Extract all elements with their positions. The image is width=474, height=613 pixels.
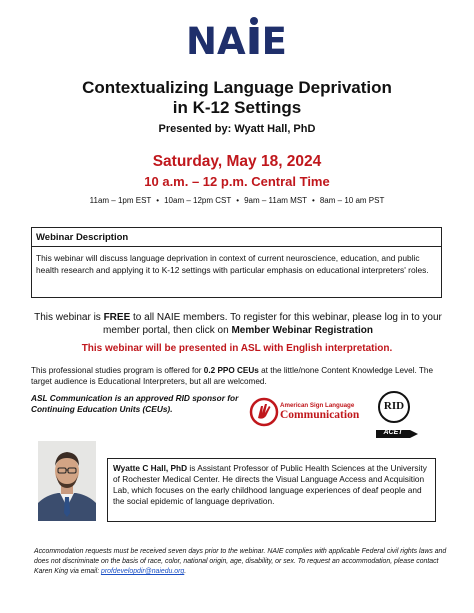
asl-logo-line-2: Communication — [280, 409, 360, 421]
ppo-text-1: This professional studies program is offered for — [31, 366, 204, 375]
free-label: FREE — [103, 312, 131, 323]
description-divider — [32, 246, 441, 247]
asl-logo-line-1: American Sign Language — [280, 402, 355, 409]
ppo-info — [31, 365, 451, 387]
event-time: 10 a.m. – 12 p.m. Central Time — [144, 174, 330, 189]
event-date: Saturday, May 18, 2024 — [152, 153, 322, 170]
title-line-1: Contextualizing Language Deprivation — [82, 78, 392, 97]
presenter-photo — [38, 441, 96, 521]
naie-wordmark: NA E — [186, 22, 287, 62]
zone-separator: • — [236, 196, 240, 205]
ppo-ceus: 0.2 PPO CEUs — [203, 366, 259, 375]
accommodation-footer — [34, 547, 454, 577]
asl-note: This webinar will be presented in ASL with English interpretation. — [81, 343, 393, 354]
registration-text-1: This webinar is — [34, 312, 104, 323]
presenter-bio — [113, 463, 431, 507]
presenter-portrait — [38, 441, 96, 521]
rid-label: RID — [383, 400, 405, 412]
zone-separator: • — [156, 196, 160, 205]
rid-acet-logo — [372, 390, 422, 440]
description-text: This webinar will discuss language deprivation in context of current neuroscience, education, and public health research and applying it to K-12 settings with particular emphasis on educational interpreters' roles. — [36, 253, 429, 276]
webinar-title — [0, 78, 474, 118]
zone-separator: • — [312, 196, 315, 205]
naie-logo — [186, 16, 290, 62]
logo-person-letter — [247, 24, 261, 54]
description-heading: Webinar Description — [36, 232, 129, 243]
registration-info — [28, 311, 448, 337]
presenter-bio-box — [107, 458, 436, 522]
title-line-2: in K-12 Settings — [172, 98, 302, 117]
acet-label: ACET — [383, 429, 403, 436]
bio-text: is Assistant Professor of Public Health Sciences at the University of Rochester Medical Center. He directs the Visual Language Access and Acquisition Lab, which focuses on the early childhood language experiences of deaf people and the social epidemic of language deprivation. — [113, 463, 427, 506]
description-box — [31, 227, 442, 298]
asl-communication-logo — [249, 396, 369, 428]
contact-email-link[interactable]: profdevelopdir@naiedu.org — [101, 568, 185, 575]
zone-pst: 8am – 10 am PST — [319, 196, 385, 205]
zone-mst: 9am – 11am MST — [244, 196, 308, 205]
zone-est: 11am – 1pm EST — [89, 196, 152, 205]
footer-end: . — [184, 568, 187, 575]
ppo-text-2: at the little/none Content Knowledge Level. The target audience is Educational Interpreters, but all are welcomed. — [31, 366, 434, 386]
registration-text-2: to all NAIE members. To register for this webinar, please log in to your member portal, then click on — [103, 312, 442, 336]
time-zones — [0, 196, 474, 205]
footer-text: Accommodation requests must be received seven days prior to the webinar. NAIE complies with applicable Federal civil rights laws and does not discriminate on the basis of race, color, national origin, age, disability, or sex. To request an accommodation, please contact Karen King via email: — [34, 548, 447, 575]
zone-cst: 10am – 12pm CST — [164, 196, 232, 205]
member-webinar-registration-link[interactable]: Member Webinar Registration — [231, 325, 373, 336]
presenter-line: Presented by: Wyatt Hall, PhD — [158, 123, 316, 135]
presenter-name: Wyatte C Hall, PhD — [113, 463, 188, 473]
rid-sponsor-note: ASL Communication is an approved RID sponsor for Continuing Education Units (CEUs). — [31, 393, 239, 414]
